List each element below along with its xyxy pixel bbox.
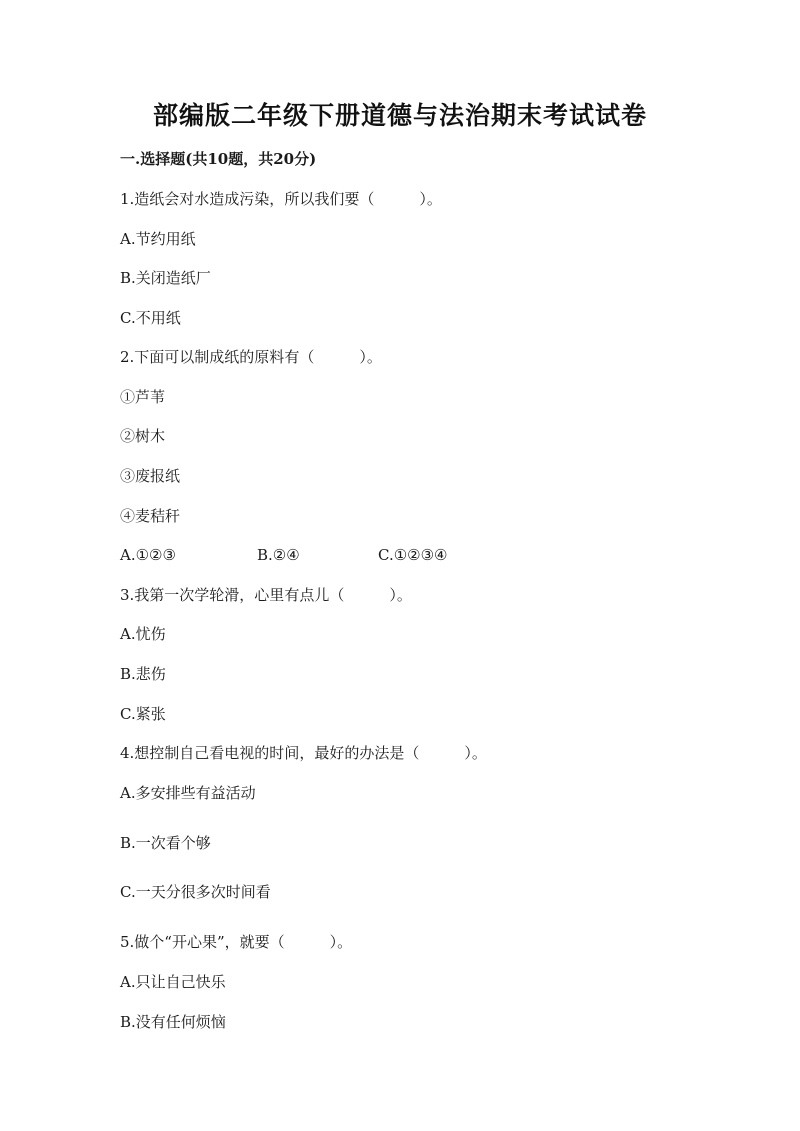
question-2-option-a: A.①②③ <box>120 546 176 564</box>
question-1-stem: 1.造纸会对水造成污染，所以我们要（ ）。 <box>120 190 442 208</box>
question-4-option-b: B.一次看个够 <box>120 834 211 852</box>
question-1-option-c: C.不用纸 <box>120 309 181 327</box>
question-4-stem: 4.想控制自己看电视的时间，最好的办法是（ ）。 <box>120 744 487 762</box>
exam-title: 部编版二年级下册道德与法治期末考试试卷 <box>152 101 647 130</box>
question-1-option-a: A.节约用纸 <box>120 230 196 248</box>
question-5-option-b: B.没有任何烦恼 <box>120 1013 226 1031</box>
question-2-option-b: B.②④ <box>257 546 300 564</box>
section-heading: 一.选择题(共10题，共20分) <box>120 150 317 168</box>
question-4-option-a: A.多安排些有益活动 <box>120 784 256 802</box>
question-2-options-row <box>120 545 448 565</box>
question-3-option-a: A.忧伤 <box>120 625 166 643</box>
question-1-option-b: B.关闭造纸厂 <box>120 269 211 287</box>
question-2-option-c: C.①②③④ <box>378 546 448 564</box>
question-3-option-c: C.紧张 <box>120 705 166 723</box>
question-3-stem: 3.我第一次学轮滑，心里有点儿（ ）。 <box>120 586 412 604</box>
question-5-option-a: A.只让自己快乐 <box>120 973 226 991</box>
question-3-option-b: B.悲伤 <box>120 665 166 683</box>
question-2-item: ②树木 <box>120 427 166 445</box>
question-2-item: ①芦苇 <box>120 388 166 406</box>
question-4-option-c: C.一天分很多次时间看 <box>120 883 271 901</box>
question-5-stem: 5.做个“开心果”，就要（ ）。 <box>120 933 353 951</box>
question-2-item: ③废报纸 <box>120 467 181 485</box>
question-2-stem: 2.下面可以制成纸的原料有（ ）。 <box>120 348 382 366</box>
question-2-item: ④麦秸秆 <box>120 507 181 525</box>
